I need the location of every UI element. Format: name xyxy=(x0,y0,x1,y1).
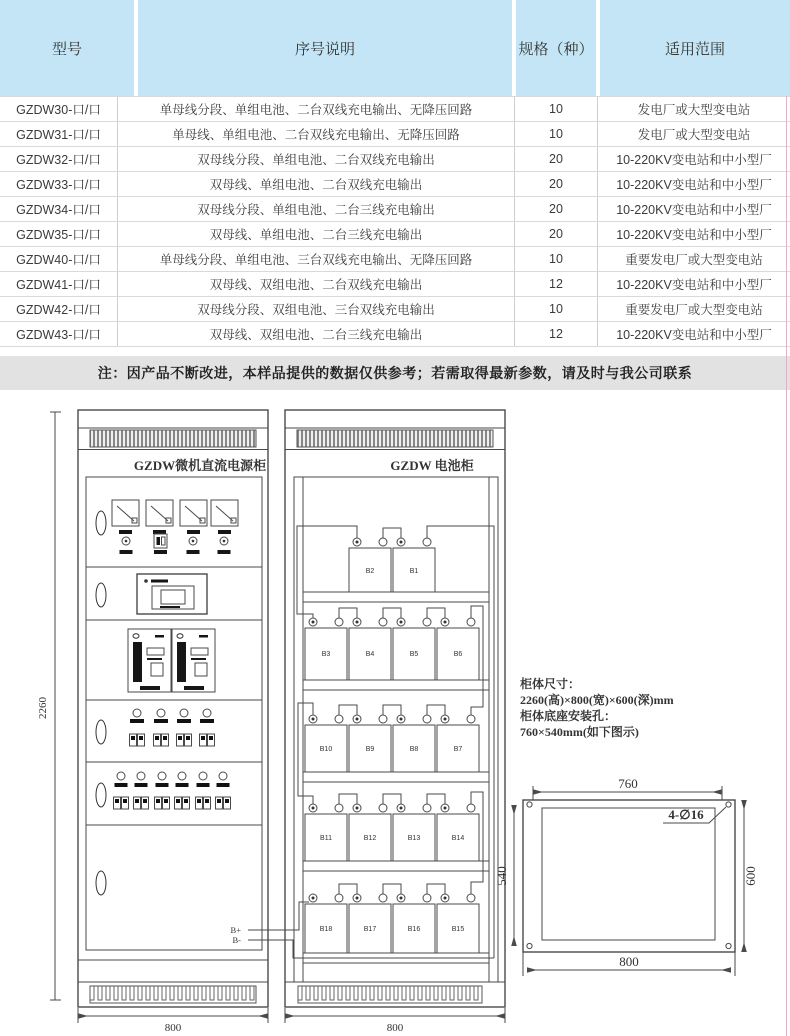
cell-model: GZDW34-口/口 xyxy=(0,197,118,221)
cell-description: 双母线分段、双组电池、三台双线充电输出 xyxy=(118,297,515,321)
charger-module xyxy=(128,629,171,692)
charger-modules xyxy=(128,629,215,692)
cell-range: 10-220KV变电站和中小型厂 xyxy=(616,178,772,192)
battery-label: B12 xyxy=(363,835,377,842)
header-cell-spec: 规格（种） xyxy=(516,0,596,96)
table-row xyxy=(0,196,790,221)
top-dim-label: 760 xyxy=(618,776,638,791)
meter-panel xyxy=(112,500,238,554)
cell-description: 单母线分段、单组电池、三台双线充电输出、无降压回路 xyxy=(118,247,515,271)
cell-model: GZDW33-口/口 xyxy=(0,172,118,196)
battery-wiring xyxy=(297,526,494,958)
table-row xyxy=(0,121,790,146)
feeder-panel-4 xyxy=(130,709,215,746)
page-right-border xyxy=(786,96,787,1036)
cell-description: 单母线、单组电池、二台双线充电输出、无降压回路 xyxy=(118,122,515,146)
power-cabinet-title: GZDW微机直流电源柜 xyxy=(133,458,267,473)
vent-grille xyxy=(90,430,256,447)
cabinet-info xyxy=(520,676,674,739)
power-cabinet xyxy=(78,410,494,1007)
cell-range: 10-220KV变电站和中小型厂 xyxy=(616,203,772,217)
table-row xyxy=(0,221,790,246)
table-header-row xyxy=(0,0,790,96)
cell-range: 重要发电厂或大型变电站 xyxy=(625,303,763,317)
cell-spec: 12 xyxy=(515,322,598,346)
hole-size-label: 4-∅16 xyxy=(668,807,704,822)
product-note: 注：因产品不断改进，本样品提供的数据仅供参考；若需取得最新参数，请及时与我公司联系 xyxy=(0,356,790,390)
cell-range: 重要发电厂或大型变电站 xyxy=(625,253,763,267)
battery-label: B17 xyxy=(363,926,377,933)
cell-range: 发电厂或大型变电站 xyxy=(637,128,751,142)
mount-hole-label: 柜体底座安装孔： xyxy=(520,709,617,723)
battery-label: B18 xyxy=(319,926,333,933)
cell-spec: 20 xyxy=(515,172,598,196)
battery-label: B1 xyxy=(409,568,419,575)
battery-label: B14 xyxy=(451,835,465,842)
cell-spec: 12 xyxy=(515,272,598,296)
base-vent-grille xyxy=(298,986,482,1003)
base-vent-grille xyxy=(90,986,256,1003)
battery-label: B16 xyxy=(407,926,421,933)
table-row xyxy=(0,246,790,271)
cell-description: 双母线、单组电池、二台三线充电输出 xyxy=(118,222,515,246)
cell-model: GZDW31-口/口 xyxy=(0,122,118,146)
indicator-lamps xyxy=(120,534,231,554)
monitor-module xyxy=(137,574,207,614)
cell-range: 10-220KV变电站和中小型厂 xyxy=(616,328,772,342)
cell-range: 10-220KV变电站和中小型厂 xyxy=(616,153,772,167)
battery-label: B9 xyxy=(365,746,375,753)
battery-label: B2 xyxy=(365,568,375,575)
battery-label: B4 xyxy=(365,651,375,658)
battery-labels xyxy=(320,568,465,933)
cell-spec: 10 xyxy=(515,297,598,321)
table-row xyxy=(0,321,790,346)
door-handles xyxy=(96,511,106,895)
cabinet-size-value: 2260(高)×800(宽)×600(深)mm xyxy=(520,693,674,707)
battery-terminals xyxy=(309,538,475,902)
cell-spec: 10 xyxy=(515,122,598,146)
header-cell-description: 序号说明 xyxy=(138,0,512,96)
cell-spec: 20 xyxy=(515,197,598,221)
battery-label: B7 xyxy=(453,746,463,753)
right-width-dim-label: 800 xyxy=(386,1022,404,1034)
battery-cabinet-title: GZDW 电池柜 xyxy=(390,458,474,473)
cell-spec: 20 xyxy=(515,147,598,171)
cell-range: 10-220KV变电站和中小型厂 xyxy=(616,228,772,242)
battery-label: B5 xyxy=(409,651,419,658)
cell-spec: 10 xyxy=(515,247,598,271)
header-cell-range: 适用范围 xyxy=(600,0,790,96)
table-row xyxy=(0,271,790,296)
battery-label: B10 xyxy=(319,746,333,753)
battery-label: B13 xyxy=(407,835,421,842)
charger-module xyxy=(172,629,215,692)
base-mount-diagram xyxy=(494,776,758,976)
cell-model: GZDW35-口/口 xyxy=(0,222,118,246)
cell-model: GZDW30-口/口 xyxy=(0,97,118,121)
feeder-panel-6 xyxy=(114,772,231,809)
battery-label: B15 xyxy=(451,926,465,933)
cell-description: 双母线分段、单组电池、二台三线充电输出 xyxy=(118,197,515,221)
cell-spec: 20 xyxy=(515,222,598,246)
battery-cabinet xyxy=(285,410,505,1007)
battery-label: B8 xyxy=(409,746,419,753)
cell-description: 双母线、单组电池、二台双线充电输出 xyxy=(118,172,515,196)
battery-label: B6 xyxy=(453,651,463,658)
mount-holes xyxy=(527,802,731,949)
bminus-label: B- xyxy=(232,935,241,945)
left-dim-label: 540 xyxy=(494,866,509,886)
cell-model: GZDW40-口/口 xyxy=(0,247,118,271)
mount-hole-value: 760×540mm(如下图示) xyxy=(520,725,639,739)
cell-model: GZDW32-口/口 xyxy=(0,147,118,171)
table-row xyxy=(0,171,790,196)
cell-description: 双母线、双组电池、二台双线充电输出 xyxy=(118,272,515,296)
header-cell-model: 型号 xyxy=(0,0,134,96)
cell-description: 单母线分段、单组电池、二台双线充电输出、无降压回路 xyxy=(118,97,515,121)
bottom-dim-label: 800 xyxy=(619,954,639,969)
cell-model: GZDW42-口/口 xyxy=(0,297,118,321)
bplus-label: B+ xyxy=(230,925,241,935)
cabinet-size-label: 柜体尺寸： xyxy=(520,677,581,691)
height-dim-label: 2260 xyxy=(37,697,49,719)
cell-spec: 10 xyxy=(515,97,598,121)
battery-shelves xyxy=(303,592,489,963)
table-row xyxy=(0,96,790,121)
vent-grille xyxy=(297,430,493,447)
spec-table xyxy=(0,0,790,347)
technical-drawing xyxy=(0,390,790,1036)
table-row xyxy=(0,296,790,321)
battery-label: B11 xyxy=(320,835,332,842)
table-body xyxy=(0,96,790,347)
cell-range: 10-220KV变电站和中小型厂 xyxy=(616,278,772,292)
cell-model: GZDW41-口/口 xyxy=(0,272,118,296)
right-dim-label: 600 xyxy=(743,866,758,886)
cell-description: 双母线分段、单组电池、二台双线充电输出 xyxy=(118,147,515,171)
table-row xyxy=(0,146,790,171)
left-width-dim-label: 800 xyxy=(164,1022,182,1034)
battery-label: B3 xyxy=(321,651,331,658)
cell-range: 发电厂或大型变电站 xyxy=(637,103,751,117)
cell-model: GZDW43-口/口 xyxy=(0,322,118,346)
cell-description: 双母线、双组电池、二台三线充电输出 xyxy=(118,322,515,346)
